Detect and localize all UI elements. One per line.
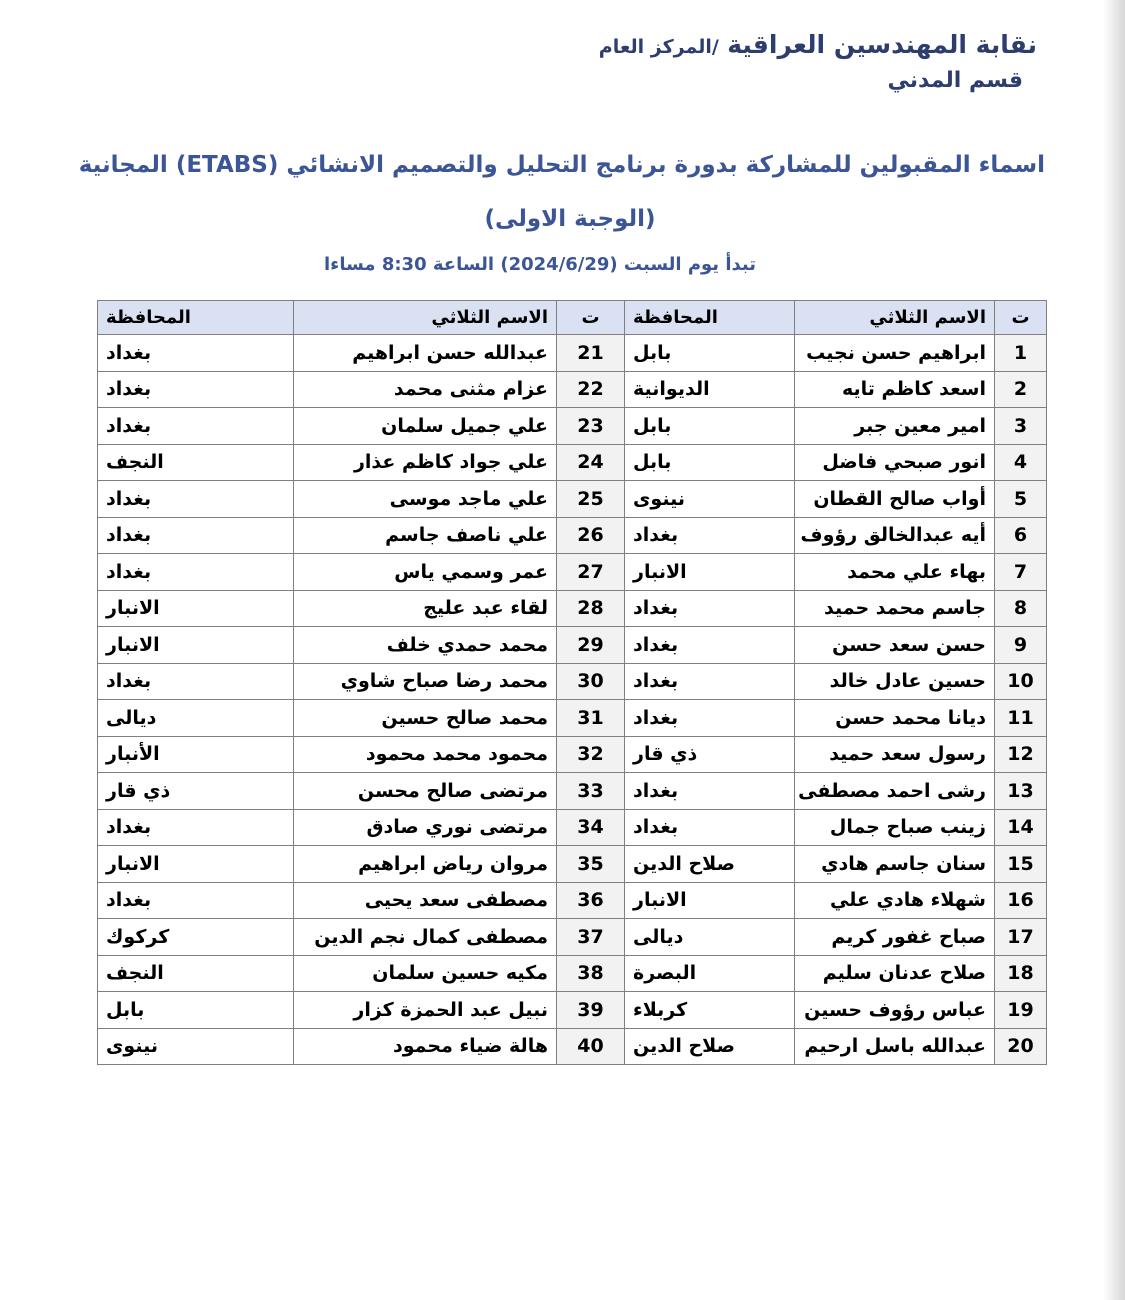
- cell-number: 3: [995, 408, 1047, 445]
- cell-name: عبدالله حسن ابراهيم: [294, 335, 557, 372]
- cell-number: 30: [557, 663, 625, 700]
- cell-name: ديانا محمد حسن: [795, 700, 995, 737]
- cell-name: عمر وسمي ياس: [294, 554, 557, 591]
- cell-number: 33: [557, 773, 625, 810]
- table-row: [98, 773, 1047, 810]
- cell-governorate: بغداد: [98, 481, 294, 518]
- column-header-name: الاسم الثلاثي: [795, 301, 995, 335]
- cell-governorate: الانبار: [98, 590, 294, 627]
- cell-number: 1: [995, 335, 1047, 372]
- cell-name: حسن سعد حسن: [795, 627, 995, 664]
- cell-name: مصطفى كمال نجم الدين: [294, 919, 557, 956]
- cell-name: محمد صالح حسين: [294, 700, 557, 737]
- cell-name: ابراهيم حسن نجيب: [795, 335, 995, 372]
- cell-name: رشى احمد مصطفى: [795, 773, 995, 810]
- cell-number: 11: [995, 700, 1047, 737]
- cell-name: محمد رضا صباح شاوي: [294, 663, 557, 700]
- page-edge-shadow: [1103, 0, 1125, 1300]
- cell-number: 16: [995, 882, 1047, 919]
- cell-governorate: بغداد: [98, 335, 294, 372]
- cell-number: 35: [557, 846, 625, 883]
- cell-governorate: بغداد: [98, 408, 294, 445]
- cell-number: 21: [557, 335, 625, 372]
- cell-governorate: نينوى: [625, 481, 795, 518]
- organization-name: نقابة المهندسين العراقية: [727, 30, 1037, 59]
- cell-governorate: ديالى: [98, 700, 294, 737]
- cell-name: عبدالله باسل ارحيم: [795, 1028, 995, 1065]
- cell-number: 2: [995, 371, 1047, 408]
- cell-name: شهلاء هادي علي: [795, 882, 995, 919]
- cell-governorate: الأنبار: [98, 736, 294, 773]
- cell-number: 32: [557, 736, 625, 773]
- cell-governorate: بابل: [98, 992, 294, 1029]
- cell-name: سنان جاسم هادي: [795, 846, 995, 883]
- cell-governorate: بابل: [625, 335, 795, 372]
- cell-number: 12: [995, 736, 1047, 773]
- cell-governorate: الديوانية: [625, 371, 795, 408]
- cell-number: 10: [995, 663, 1047, 700]
- cell-number: 19: [995, 992, 1047, 1029]
- cell-number: 25: [557, 481, 625, 518]
- cell-name: علي جميل سلمان: [294, 408, 557, 445]
- table-row: [98, 444, 1047, 481]
- table-row: [98, 700, 1047, 737]
- cell-name: صباح غفور كريم: [795, 919, 995, 956]
- cell-name: مصطفى سعد يحيى: [294, 882, 557, 919]
- table-row: [98, 517, 1047, 554]
- cell-governorate: بغداد: [625, 700, 795, 737]
- cell-number: 22: [557, 371, 625, 408]
- table-row: [98, 736, 1047, 773]
- participants-table: [97, 300, 1047, 1065]
- cell-governorate: بغداد: [98, 882, 294, 919]
- column-header-governorate: المحافظة: [98, 301, 294, 335]
- cell-number: 34: [557, 809, 625, 846]
- organization-line: [599, 28, 1037, 64]
- table-row: [98, 846, 1047, 883]
- cell-governorate: الانبار: [98, 846, 294, 883]
- cell-number: 31: [557, 700, 625, 737]
- cell-name: عزام مثنى محمد: [294, 371, 557, 408]
- table-row: [98, 663, 1047, 700]
- cell-number: 13: [995, 773, 1047, 810]
- cell-governorate: بغداد: [98, 371, 294, 408]
- cell-number: 7: [995, 554, 1047, 591]
- cell-name: امير معين جبر: [795, 408, 995, 445]
- batch-title: (الوجبة الاولى): [484, 206, 656, 232]
- cell-name: علي جواد كاظم عذار: [294, 444, 557, 481]
- cell-number: 24: [557, 444, 625, 481]
- column-header-name: الاسم الثلاثي: [294, 301, 557, 335]
- cell-number: 37: [557, 919, 625, 956]
- table-header-row: [98, 301, 1047, 335]
- cell-name: جاسم محمد حميد: [795, 590, 995, 627]
- department-name: قسم المدني: [887, 68, 1023, 93]
- cell-name: أواب صالح القطان: [795, 481, 995, 518]
- title-block: [78, 148, 1045, 278]
- column-header-governorate: المحافظة: [625, 301, 795, 335]
- cell-governorate: بابل: [625, 408, 795, 445]
- table-row: [98, 408, 1047, 445]
- cell-name: صلاح عدنان سليم: [795, 955, 995, 992]
- cell-number: 8: [995, 590, 1047, 627]
- cell-number: 39: [557, 992, 625, 1029]
- schedule-text: تبدأ يوم السبت (2024/6/29) الساعة 8:30 مساءا: [323, 254, 757, 275]
- cell-governorate: ديالى: [625, 919, 795, 956]
- cell-name: محمود محمد محمود: [294, 736, 557, 773]
- cell-number: 28: [557, 590, 625, 627]
- cell-number: 36: [557, 882, 625, 919]
- cell-name: أيه عبدالخالق رؤوف: [795, 517, 995, 554]
- cell-governorate: بغداد: [98, 663, 294, 700]
- cell-name: مرتضى صالح محسن: [294, 773, 557, 810]
- cell-governorate: بغداد: [625, 773, 795, 810]
- cell-number: 14: [995, 809, 1047, 846]
- cell-number: 6: [995, 517, 1047, 554]
- column-header-number: ت: [557, 301, 625, 335]
- cell-number: 26: [557, 517, 625, 554]
- cell-governorate: صلاح الدين: [625, 846, 795, 883]
- cell-governorate: كركوك: [98, 919, 294, 956]
- cell-name: رسول سعد حميد: [795, 736, 995, 773]
- cell-name: علي ناصف جاسم: [294, 517, 557, 554]
- cell-governorate: الانبار: [98, 627, 294, 664]
- cell-governorate: صلاح الدين: [625, 1028, 795, 1065]
- cell-governorate: النجف: [98, 444, 294, 481]
- table-row: [98, 955, 1047, 992]
- cell-name: محمد حمدي خلف: [294, 627, 557, 664]
- cell-number: 9: [995, 627, 1047, 664]
- cell-name: نبيل عبد الحمزة كزار: [294, 992, 557, 1029]
- cell-number: 4: [995, 444, 1047, 481]
- cell-name: مكيه حسين سلمان: [294, 955, 557, 992]
- table-row: [98, 1028, 1047, 1065]
- table-row: [98, 590, 1047, 627]
- cell-governorate: بغداد: [625, 627, 795, 664]
- cell-governorate: البصرة: [625, 955, 795, 992]
- cell-number: 40: [557, 1028, 625, 1065]
- cell-number: 29: [557, 627, 625, 664]
- cell-governorate: الانبار: [625, 882, 795, 919]
- cell-name: مرتضى نوري صادق: [294, 809, 557, 846]
- cell-governorate: بغداد: [625, 590, 795, 627]
- cell-governorate: بغداد: [625, 663, 795, 700]
- cell-governorate: بغداد: [98, 517, 294, 554]
- cell-name: اسعد كاظم تايه: [795, 371, 995, 408]
- cell-governorate: بغداد: [98, 809, 294, 846]
- table-row: [98, 481, 1047, 518]
- cell-governorate: بابل: [625, 444, 795, 481]
- document-title: اسماء المقبولين للمشاركة بدورة برنامج التحليل والتصميم الانشائي (ETABS) المجانية: [78, 152, 1045, 178]
- cell-name: علي ماجد موسى: [294, 481, 557, 518]
- cell-governorate: بغداد: [625, 809, 795, 846]
- table-row: [98, 992, 1047, 1029]
- column-header-number: ت: [995, 301, 1047, 335]
- table-row: [98, 882, 1047, 919]
- cell-number: 18: [995, 955, 1047, 992]
- cell-number: 17: [995, 919, 1047, 956]
- table-row: [98, 371, 1047, 408]
- cell-name: هالة ضياء محمود: [294, 1028, 557, 1065]
- cell-governorate: بغداد: [98, 554, 294, 591]
- cell-number: 15: [995, 846, 1047, 883]
- table-row: [98, 919, 1047, 956]
- cell-name: حسين عادل خالد: [795, 663, 995, 700]
- cell-name: لقاء عبد عليج: [294, 590, 557, 627]
- letterhead: [599, 28, 1037, 98]
- cell-governorate: النجف: [98, 955, 294, 992]
- table-row: [98, 809, 1047, 846]
- cell-number: 20: [995, 1028, 1047, 1065]
- table-row: [98, 335, 1047, 372]
- cell-name: زينب صباح جمال: [795, 809, 995, 846]
- cell-number: 5: [995, 481, 1047, 518]
- cell-name: انور صبحي فاضل: [795, 444, 995, 481]
- cell-name: مروان رياض ابراهيم: [294, 846, 557, 883]
- cell-name: بهاء علي محمد: [795, 554, 995, 591]
- table-row: [98, 554, 1047, 591]
- cell-governorate: ذي قار: [625, 736, 795, 773]
- cell-governorate: نينوى: [98, 1028, 294, 1065]
- cell-governorate: الانبار: [625, 554, 795, 591]
- table-body: [98, 335, 1047, 1065]
- table-row: [98, 627, 1047, 664]
- cell-number: 27: [557, 554, 625, 591]
- cell-governorate: ذي قار: [98, 773, 294, 810]
- cell-number: 23: [557, 408, 625, 445]
- cell-name: عباس رؤوف حسين: [795, 992, 995, 1029]
- cell-governorate: بغداد: [625, 517, 795, 554]
- organization-branch: /المركز العام: [598, 36, 719, 58]
- cell-governorate: كربلاء: [625, 992, 795, 1029]
- cell-number: 38: [557, 955, 625, 992]
